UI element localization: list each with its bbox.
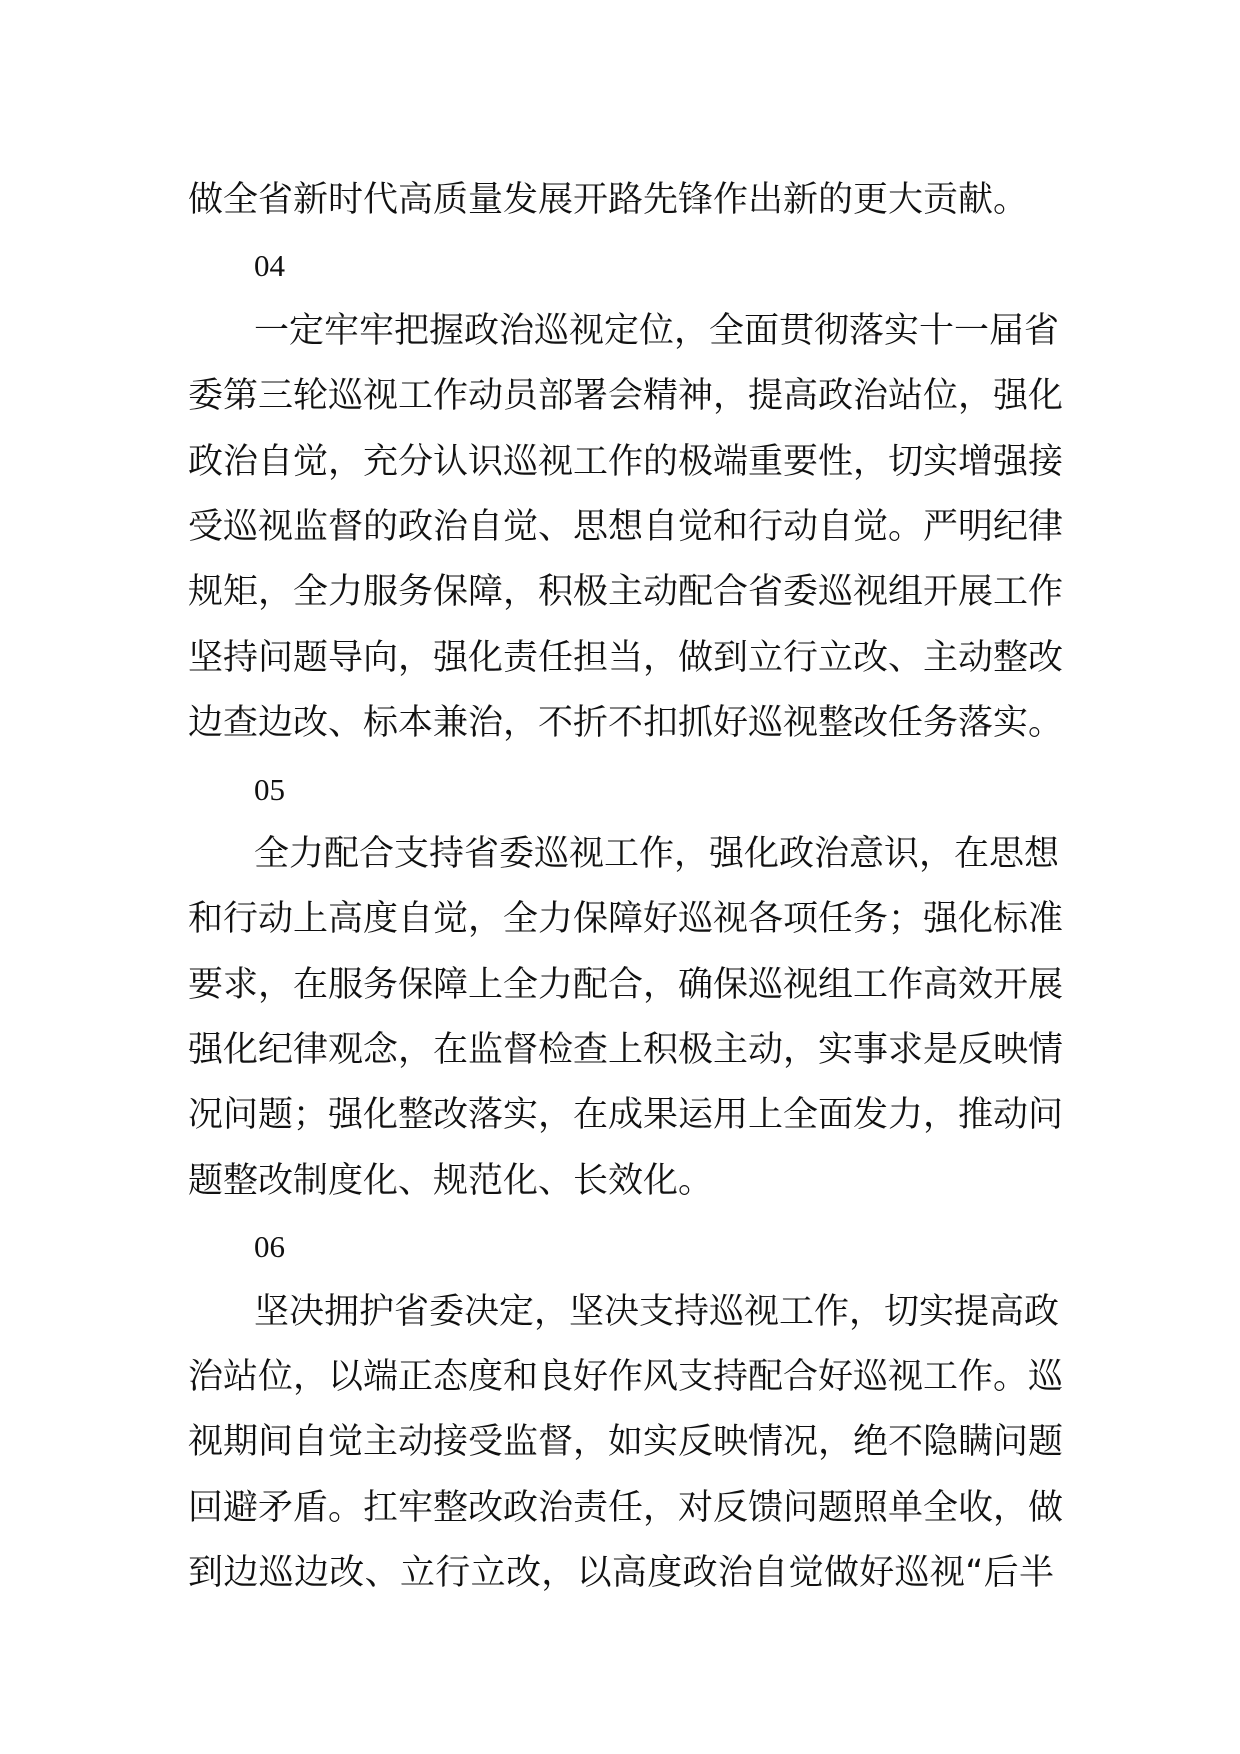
paragraph-line: 坚决拥护省委决定，坚决支持巡视工作，切实提高政 [254, 1291, 1060, 1332]
paragraph-line: 强化纪律观念，在监督检查上积极主动，实事求是反映情 [188, 1030, 1064, 1071]
paragraph-line: 和行动上高度自觉，全力保障好巡视各项任务；强化标准 [188, 899, 1064, 940]
paragraph-continuation: 做全省新时代高质量发展开路先锋作出新的更大贡献。 [188, 180, 1029, 220]
paragraph-line: 政治自觉，充分认识巡视工作的极端重要性，切实增强接 [188, 441, 1064, 482]
section-number-04: 04 [254, 248, 285, 284]
paragraph-04 [188, 299, 1064, 757]
document-body [188, 168, 1064, 1607]
paragraph-line: 坚持问题导向，强化责任担当，做到立行立改、主动整改 [188, 637, 1064, 678]
paragraph-line: 治站位，以端正态度和良好作风支持配合好巡视工作。巡 [188, 1357, 1064, 1398]
paragraph-line: 一定牢牢把握政治巡视定位，全面贯彻落实十一届省 [254, 310, 1060, 351]
paragraph-line: 规矩，全力服务保障，积极主动配合省委巡视组开展工作 [188, 572, 1064, 613]
paragraph-line: 到边巡边改、立行立改，以高度政治自觉做好巡视“后半 [188, 1553, 1054, 1594]
paragraph-line: 题整改制度化、规范化、长效化。 [188, 1160, 714, 1201]
section-number-06: 06 [254, 1229, 285, 1265]
paragraph-line: 回避矛盾。扛牢整改政治责任，对反馈问题照单全收，做 [188, 1487, 1064, 1528]
paragraph-line: 边查边改、标本兼治，不折不扣抓好巡视整改任务落实。 [188, 703, 1064, 744]
paragraph-05 [188, 822, 1064, 1214]
paragraph-line: 委第三轮巡视工作动员部署会精神，提高政治站位，强化 [188, 376, 1064, 417]
paragraph-line: 受巡视监督的政治自觉、思想自觉和行动自觉。严明纪律 [188, 506, 1064, 547]
section-number-05: 05 [254, 771, 285, 807]
paragraph-06 [188, 1280, 1064, 1607]
paragraph-line: 况问题；强化整改落实，在成果运用上全面发力，推动问 [188, 1095, 1064, 1136]
paragraph-line: 全力配合支持省委巡视工作，强化政治意识，在思想 [254, 833, 1060, 874]
paragraph-line: 要求，在服务保障上全力配合，确保巡视组工作高效开展 [188, 964, 1064, 1005]
paragraph-line: 视期间自觉主动接受监督，如实反映情况，绝不隐瞒问题 [188, 1422, 1064, 1463]
